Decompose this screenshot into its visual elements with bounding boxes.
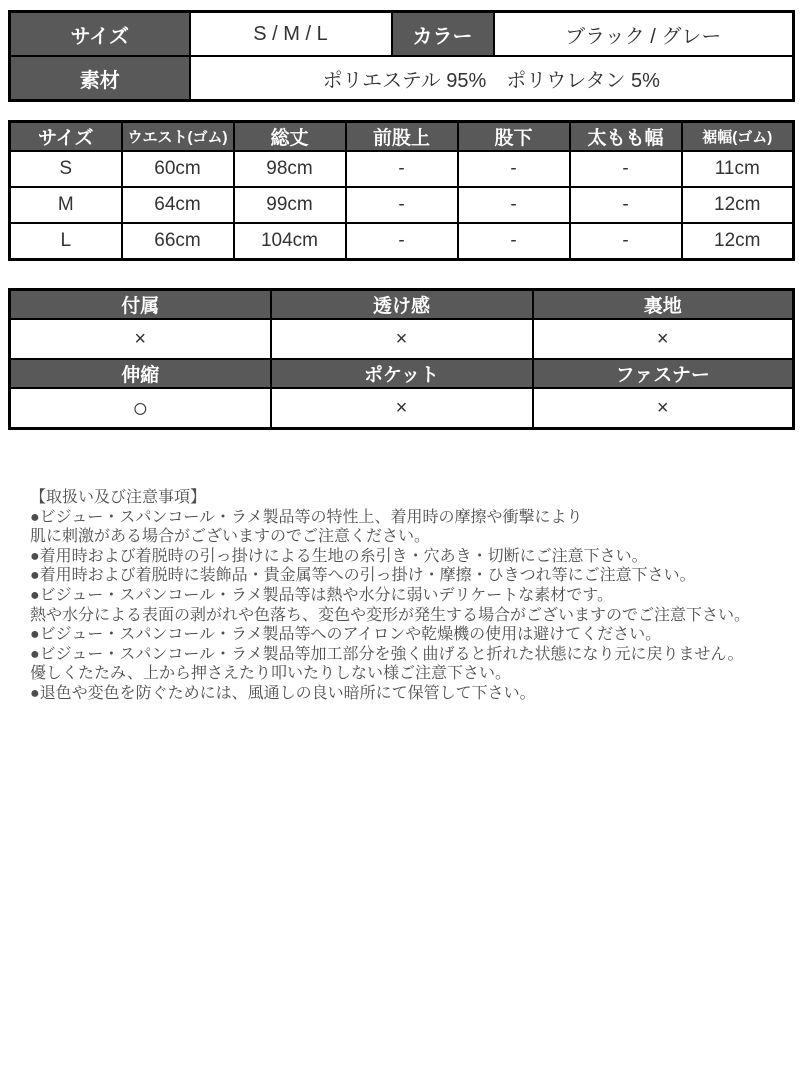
size-cell: S bbox=[10, 151, 122, 187]
care-note-line: ●退色や変色を防ぐためには、風通しの良い暗所にて保管して下さい。 bbox=[30, 684, 536, 702]
col-header-thigh-width: 太もも幅 bbox=[570, 122, 682, 152]
size-color-row bbox=[10, 12, 794, 57]
measurement-cell: 98cm bbox=[234, 151, 346, 187]
feature-value-lining: × bbox=[533, 319, 794, 359]
measurement-cell: 64cm bbox=[122, 187, 234, 223]
size-cell: L bbox=[10, 223, 122, 260]
measurement-cell: 12cm bbox=[682, 187, 794, 223]
features-value-row-1 bbox=[10, 319, 794, 359]
measurement-cell: 12cm bbox=[682, 223, 794, 260]
care-note-line: ●ビジュー・スパンコール・ラメ製品等は熱や水分に弱いデリケートな素材です。 bbox=[30, 586, 613, 604]
feature-header-pocket: ポケット bbox=[271, 359, 533, 388]
care-note-line: ●着用時および着脱時に装飾品・貴金属等への引っ掛け・摩擦・ひきつれ等にご注意下さい。 bbox=[30, 567, 696, 585]
size-label: サイズ bbox=[10, 12, 190, 57]
measurement-row-m bbox=[10, 187, 794, 223]
measurement-cell: - bbox=[570, 187, 682, 223]
measurement-row-s bbox=[10, 151, 794, 187]
size-cell: M bbox=[10, 187, 122, 223]
measurement-cell: - bbox=[346, 151, 458, 187]
col-header-hem-width: 裾幅(ゴム) bbox=[682, 122, 794, 152]
col-header-total-length: 総丈 bbox=[234, 122, 346, 152]
col-header-front-rise: 前股上 bbox=[346, 122, 458, 152]
feature-value-zipper: × bbox=[533, 388, 794, 429]
measurement-cell: - bbox=[346, 187, 458, 223]
measurement-cell: 66cm bbox=[122, 223, 234, 260]
measurement-cell: 99cm bbox=[234, 187, 346, 223]
measurements-table bbox=[8, 120, 795, 261]
feature-header-stretch: 伸縮 bbox=[10, 359, 271, 388]
care-note-line: ●ビジュー・スパンコール・ラメ製品等の特性上、着用時の摩擦や衝撃により bbox=[30, 508, 583, 526]
care-note-line: ●ビジュー・スパンコール・ラメ製品等加工部分を強く曲げると折れた状態になり元に戻りません。 bbox=[30, 645, 744, 663]
care-note-line: ●着用時および着脱時の引っ掛けによる生地の糸引き・穴あき・切断にご注意下さい。 bbox=[30, 547, 648, 565]
feature-value-pocket: × bbox=[271, 388, 533, 429]
col-header-size: サイズ bbox=[10, 122, 122, 152]
feature-header-accessories: 付属 bbox=[10, 290, 271, 320]
care-notes bbox=[30, 488, 790, 704]
care-notes-title: 【取扱い及び注意事項】 bbox=[30, 489, 207, 506]
material-row bbox=[10, 56, 794, 101]
features-table bbox=[8, 288, 795, 430]
measurement-cell: 60cm bbox=[122, 151, 234, 187]
measurements-header-row bbox=[10, 122, 794, 152]
color-value: ブラック / グレー bbox=[494, 12, 794, 57]
features-value-row-2 bbox=[10, 388, 794, 429]
feature-header-lining: 裏地 bbox=[533, 290, 794, 320]
care-note-line: 肌に刺激がある場合がございますのでご注意ください。 bbox=[30, 528, 431, 546]
care-note-line: 優しくたたみ、上から押さえたり叩いたりしない様ご注意下さい。 bbox=[30, 665, 511, 683]
measurement-cell: - bbox=[458, 187, 570, 223]
measurement-cell: - bbox=[570, 223, 682, 260]
measurement-row-l bbox=[10, 223, 794, 260]
color-label: カラー bbox=[392, 12, 494, 57]
care-note-line: ●ビジュー・スパンコール・ラメ製品等へのアイロンや乾燥機の使用は避けてください。 bbox=[30, 626, 662, 644]
col-header-inseam: 股下 bbox=[458, 122, 570, 152]
material-label: 素材 bbox=[10, 56, 190, 101]
measurement-cell: - bbox=[458, 151, 570, 187]
feature-value-stretch: ○ bbox=[10, 388, 271, 429]
care-note-line: 熱や水分による表面の剥がれや色落ち、変色や変形が発生する場合がございますのでご注意下さい。 bbox=[30, 606, 751, 624]
feature-value-accessories: × bbox=[10, 319, 271, 359]
measurement-cell: 11cm bbox=[682, 151, 794, 187]
size-value: S / M / L bbox=[190, 12, 392, 57]
measurement-cell: - bbox=[346, 223, 458, 260]
material-value: ポリエステル 95% ポリウレタン 5% bbox=[190, 56, 794, 101]
size-color-material-table bbox=[8, 10, 795, 102]
col-header-waist: ウエスト(ゴム) bbox=[122, 122, 234, 152]
measurement-cell: - bbox=[570, 151, 682, 187]
features-header-row-2 bbox=[10, 359, 794, 388]
measurement-cell: 104cm bbox=[234, 223, 346, 260]
measurement-cell: - bbox=[458, 223, 570, 260]
feature-header-sheerness: 透け感 bbox=[271, 290, 533, 320]
features-header-row-1 bbox=[10, 290, 794, 320]
feature-header-zipper: ファスナー bbox=[533, 359, 794, 388]
feature-value-sheerness: × bbox=[271, 319, 533, 359]
